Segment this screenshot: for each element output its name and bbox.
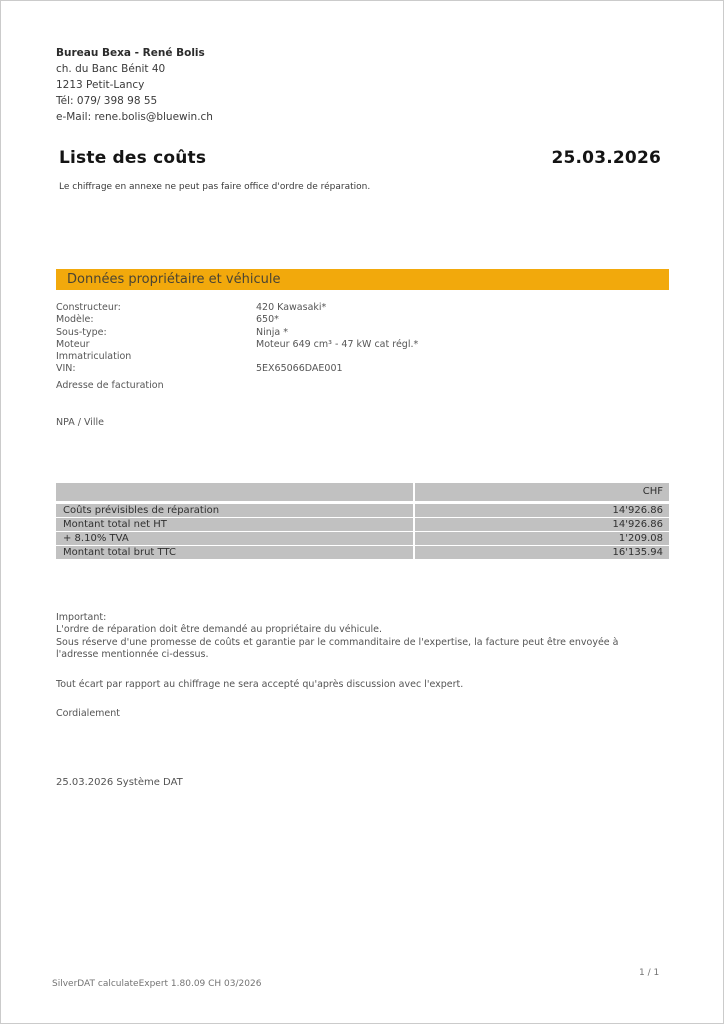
table-row [56,546,669,559]
field-value: Ninja * [256,326,288,338]
table-row [56,518,669,531]
footer-page-indicator: 1 / 1 [639,968,660,978]
section-banner [56,269,669,290]
cost-label: Coûts prévisibles de réparation [56,504,413,517]
sender-block [56,45,213,125]
system-date-line: 25.03.2026 Système DAT [56,777,183,788]
table-row [56,532,669,545]
field-value: 420 Kawasaki* [256,302,327,313]
sender-address-city: 1213 Petit-Lancy [56,79,145,91]
section-banner-title: Données propriétaire et véhicule [67,272,281,287]
vehicle-fields [56,302,616,376]
disclaimer-note: Le chiffrage en annexe ne peut pas faire office d'ordre de réparation. [59,182,371,192]
cost-table-header-row [56,483,669,501]
field-row-moteur [56,339,616,351]
billing-address-label: Adresse de facturation [56,380,164,391]
cost-label: Montant total brut TTC [56,546,413,559]
field-label: Immatriculation [56,351,132,363]
field-value: 650* [256,314,279,326]
cost-value: 16'135.94 [415,546,669,559]
footer-app-info: SilverDAT calculateExpert 1.80.09 CH 03/2026 [52,979,262,989]
table-row [56,504,669,517]
field-row-vin [56,363,616,375]
cost-table-body [56,504,669,559]
sender-address-street: ch. du Banc Bénit 40 [56,63,166,75]
closing-salutation: Cordialement [56,708,121,719]
sender-email: e-Mail: rene.bolis@bluewin.ch [56,111,213,123]
important-line: l'adresse mentionnée ci-dessus. [56,649,209,661]
sender-name: Bureau Bexa - René Bolis [56,47,205,59]
field-label: Moteur [56,338,90,350]
cost-label: Montant total net HT [56,518,413,531]
cost-value: 14'926.86 [415,518,669,531]
title-row [59,148,661,168]
field-value: Moteur 649 cm³ - 47 kW cat régl.* [256,338,419,350]
cost-table [56,483,669,560]
sender-phone: Tél: 079/ 398 98 55 [56,95,158,107]
document-date: 25.03.2026 [551,148,661,168]
field-row-constructeur [56,302,616,314]
important-heading: Important: [56,612,107,623]
field-value [256,351,616,363]
cost-table-currency-header: CHF [415,483,669,501]
important-line: L'ordre de réparation doit être demandé au propriétaire du véhicule. [56,624,383,636]
important-line: Sous réserve d'une promesse de coûts et garantie par le commanditaire de l'expertise, la facture peut être envoyée à [56,636,619,648]
cost-value: 14'926.86 [415,504,669,517]
deviation-note: Tout écart par rapport au chiffrage ne sera accepté qu'après discussion avec l'expert. [56,679,464,690]
cost-table-header-empty-cell [56,483,413,501]
field-label: Constructeur: [56,302,121,313]
field-row-immatriculation [56,351,616,363]
field-label: Sous-type: [56,326,107,338]
cost-label: + 8.10% TVA [56,532,413,545]
cost-value: 1'209.08 [415,532,669,545]
npa-city-label: NPA / Ville [56,417,105,428]
field-row-modele [56,314,616,326]
field-row-sous-type [56,327,616,339]
field-label: VIN: [56,363,76,375]
page-title: Liste des coûts [59,148,207,168]
important-notes [56,612,619,662]
field-value: 5EX65066DAE001 [256,363,343,375]
field-label: Modèle: [56,314,94,326]
